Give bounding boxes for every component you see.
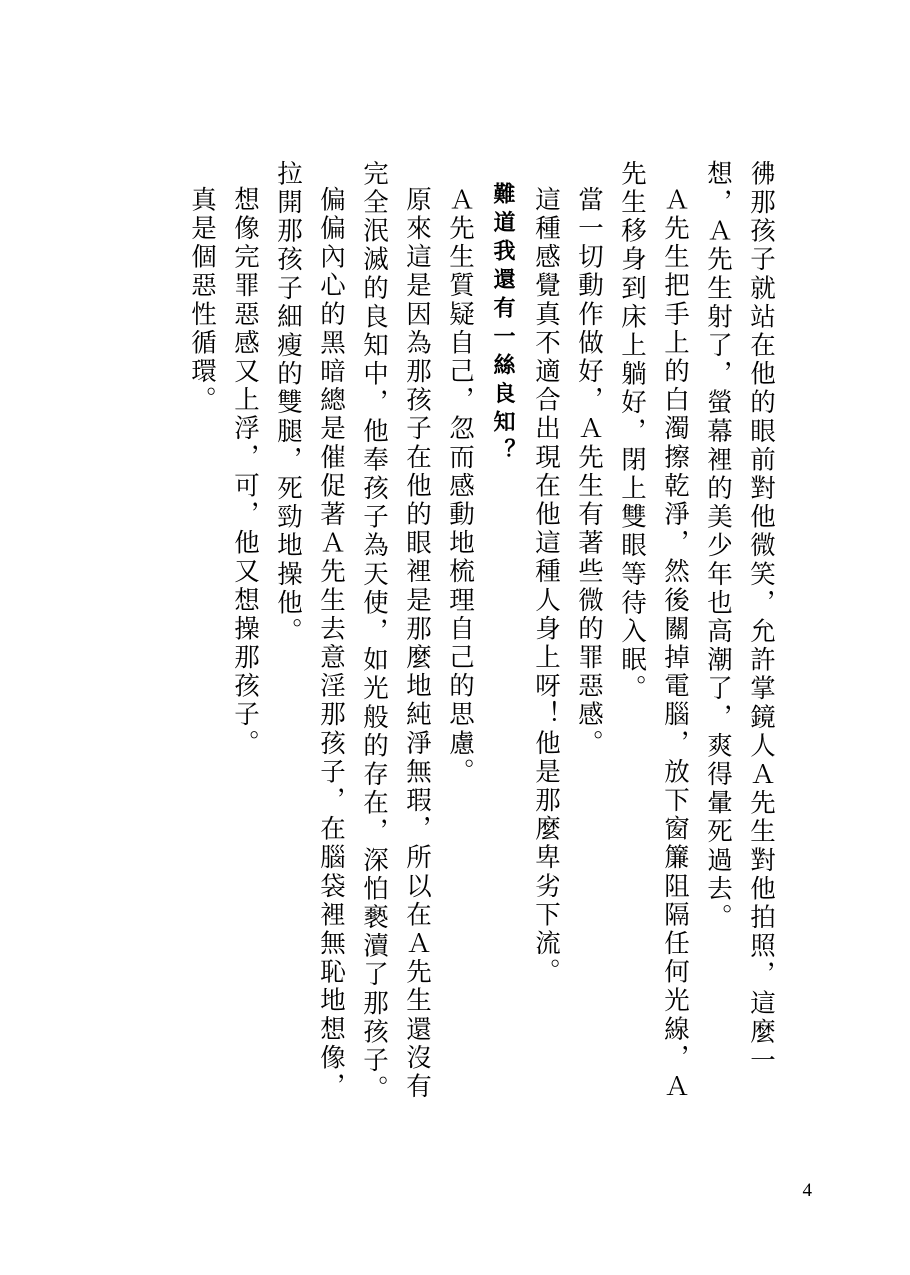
paragraph: 真是個惡性循環。	[187, 185, 217, 415]
paragraph: 彿那孩子就站在他的眼前對他微笑，允許掌鏡人Ａ先生對他拍照，這麼一想，Ａ先生射了，螢幕裡的美少年也高潮了，爽得暈死過去。	[703, 160, 776, 1076]
paragraph: Ａ先生把手上的白濁擦乾淨，然後關掉電腦，放下窗簾阻隔任何光線，Ａ先生移身到床上躺好，閉上雙眼等待入眠。	[617, 160, 690, 1101]
body-text	[180, 160, 782, 1120]
page-number: 4	[802, 1180, 812, 1201]
paragraph: 想像完罪惡感又上浮，可，他又想操那孩子。	[230, 185, 260, 758]
paragraph: 當一切動作做好，Ａ先生有著些微的罪惡感。	[574, 185, 604, 758]
paragraph: 原來這是因為那孩子在他的眼裡是那麼地純淨無瑕，所以在Ａ先生還沒有完全泯滅的良知中，他奉孩子為天使，如光般的存在，深怕褻瀆了那孩子。	[359, 160, 432, 1104]
paragraph: 偏偏內心的黑暗總是催促著Ａ先生去意淫那孩子，在腦袋裡無恥地想像，拉開那孩子細瘦的雙腿，死勁地操他。	[273, 160, 346, 1101]
inner-thought: 難道我還有一絲良知？	[490, 182, 516, 467]
paragraph: Ａ先生質疑自己，忽而感動地梳理自己的思慮。	[445, 185, 475, 787]
paragraph: 這種感覺真不適合出現在他這種人身上呀！他是那麼卑劣下流。	[531, 185, 561, 987]
